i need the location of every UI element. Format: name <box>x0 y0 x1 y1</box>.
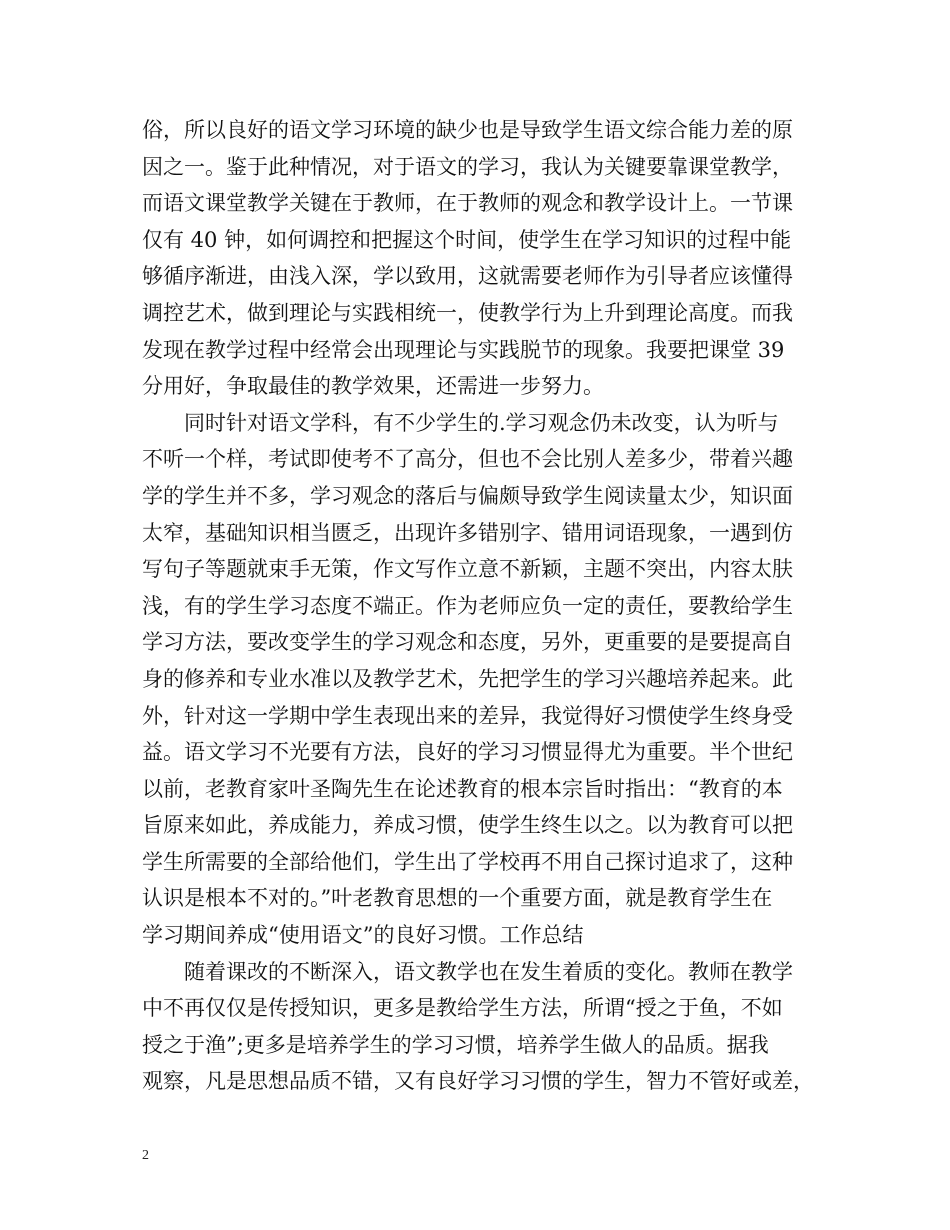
text-line: 学习方法，要改变学生的学习观念和态度，另外，更重要的是要提高自 <box>142 630 793 655</box>
paragraph-start-line: 随着课改的不断深入，语文教学也在发生着质的变化。教师在教学 <box>142 959 793 984</box>
text-line: 身的修养和专业水准以及教学艺术，先把学生的学习兴趣培养起来。此 <box>142 666 793 691</box>
text-line: 学生所需要的全部给他们，学生出了学校再不用自己探讨追求了，这种 <box>142 849 793 874</box>
text-line: 太窄，基础知识相当匮乏，出现许多错别字、错用词语现象，一遇到仿 <box>142 520 793 545</box>
page-number: 2 <box>142 1148 149 1163</box>
text-line: 浅，有的学生学习态度不端正。作为老师应负一定的责任，要教给学生 <box>142 593 793 618</box>
text-line: 以前，老教育家叶圣陶先生在论述教育的根本宗旨时指出：“教育的本 <box>142 776 783 801</box>
text-line: 授之于渔”;更多是培养学生的学习习惯，培养学生做人的品质。据我 <box>142 1032 769 1057</box>
text-line: 学的学生并不多，学习观念的落后与偏颇导致学生阅读量太少，知识面 <box>142 483 793 508</box>
text-line: 调控艺术，做到理论与实践相统一，使教学行为上升到理论高度。而我 <box>142 300 793 325</box>
text-line: 俗，所以良好的语文学习环境的缺少也是导致学生语文综合能力差的原 <box>142 118 793 142</box>
text-line: 不听一个样，考试即使考不了高分，但也不会比别人差多少，带着兴趣 <box>142 447 793 472</box>
body-text <box>142 112 822 1100</box>
text-line: 发现在教学过程中经常会出现理论与实践脱节的现象。我要把课堂 39 <box>142 337 785 362</box>
text-line: 分用好，争取最佳的教学效果，还需进一步努力。 <box>142 374 604 399</box>
text-line: 益。语文学习不光要有方法，良好的学习习惯显得尤为重要。半个世纪 <box>142 740 793 765</box>
text-line: 认识是根本不对的。”叶老教育思想的一个重要方面，就是教育学生在 <box>142 886 773 911</box>
text-line: 外，针对这一学期中学生表现出来的差异，我觉得好习惯使学生终身受 <box>142 703 793 728</box>
text-line: 旨原来如此，养成能力，养成习惯，使学生终生以之。以为教育可以把 <box>142 813 793 838</box>
text-line: 写句子等题就束手无策，作文写作立意不新颖，主题不突出，内容太肤 <box>142 557 793 582</box>
text-line: 因之一。鉴于此种情况，对于语文的学习，我认为关键要靠课堂教学， <box>142 154 793 179</box>
text-line: 中不再仅仅是传授知识，更多是教给学生方法，所谓“授之于鱼，不如 <box>142 996 783 1021</box>
text-line: 仅有 40 钟，如何调控和把握这个时间，使学生在学习知识的过程中能 <box>142 227 792 252</box>
text-line: 够循序渐进，由浅入深，学以致用，这就需要老师作为引导者应该懂得 <box>142 264 793 289</box>
text-line: 而语文课堂教学关键在于教师，在于教师的观念和教学设计上。一节课 <box>142 191 793 216</box>
text-line: 观察，凡是思想品质不错，又有良好学习习惯的学生，智力不管好或差， <box>142 1069 814 1094</box>
text-line: 学习期间养成“使用语文”的良好习惯。工作总结 <box>142 923 584 948</box>
paragraph-start-line: 同时针对语文学科，有不少学生的.学习观念仍未改变，认为听与 <box>142 410 779 435</box>
